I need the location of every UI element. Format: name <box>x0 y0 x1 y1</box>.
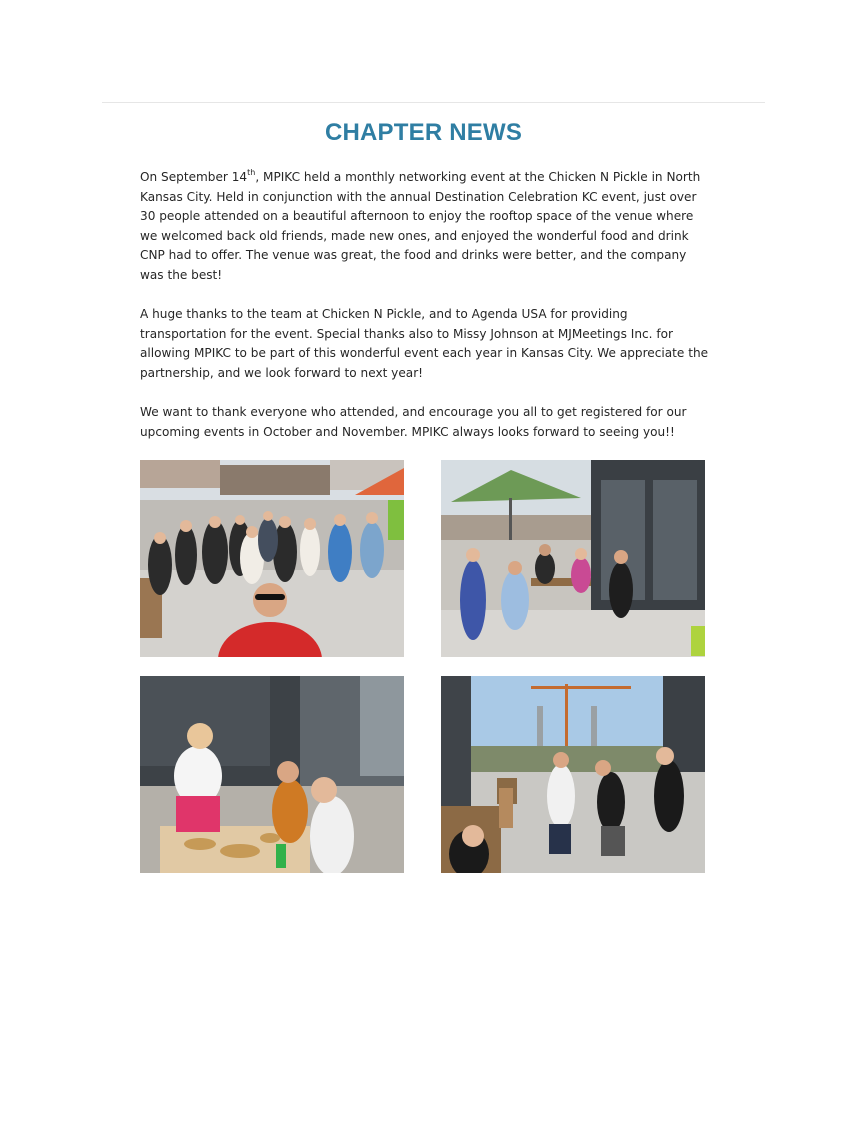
paragraph-1-start: On September 14 <box>140 170 248 184</box>
paragraph-1-rest: , MPIKC held a monthly networking event at the Chicken N Pickle in North Kansas City. Held in conjunction with the annual Destination Celebration KC event, just over 30 people attended on a beautiful afternoon to enjoy the rooftop space of the venue where we welcomed back old friends, made new ones, and enjoyed the wonderful food and drink CNP had to offer. The venue was great, the food and drinks were better, and the company was the best! <box>140 170 701 282</box>
date-ordinal-suffix: th <box>247 167 256 177</box>
photo-group-selfie <box>140 460 404 657</box>
photo-table-umbrella <box>441 460 705 657</box>
paragraph-thanks: A huge thanks to the team at Chicken N Pickle, and to Agenda USA for providing transportation for the event. Special thanks also to Missy Johnson at MJMeetings Inc. for allowing MPIKC to be part of this wonderful event each year in Kansas City. We appreciate the partnership, and we look forward to next year! <box>140 307 709 380</box>
header-divider <box>102 102 765 103</box>
paragraph-event-summary <box>140 168 710 286</box>
article-body <box>140 168 710 462</box>
page-title: CHAPTER NEWS <box>324 119 523 146</box>
photo-rooftop-crane <box>441 676 705 873</box>
paragraph-closing: We want to thank everyone who attended, and encourage you all to get registered for our upcoming events in October and November. MPIKC always looks forward to seeing you!! <box>140 405 687 439</box>
photo-women-food-table <box>140 676 404 873</box>
